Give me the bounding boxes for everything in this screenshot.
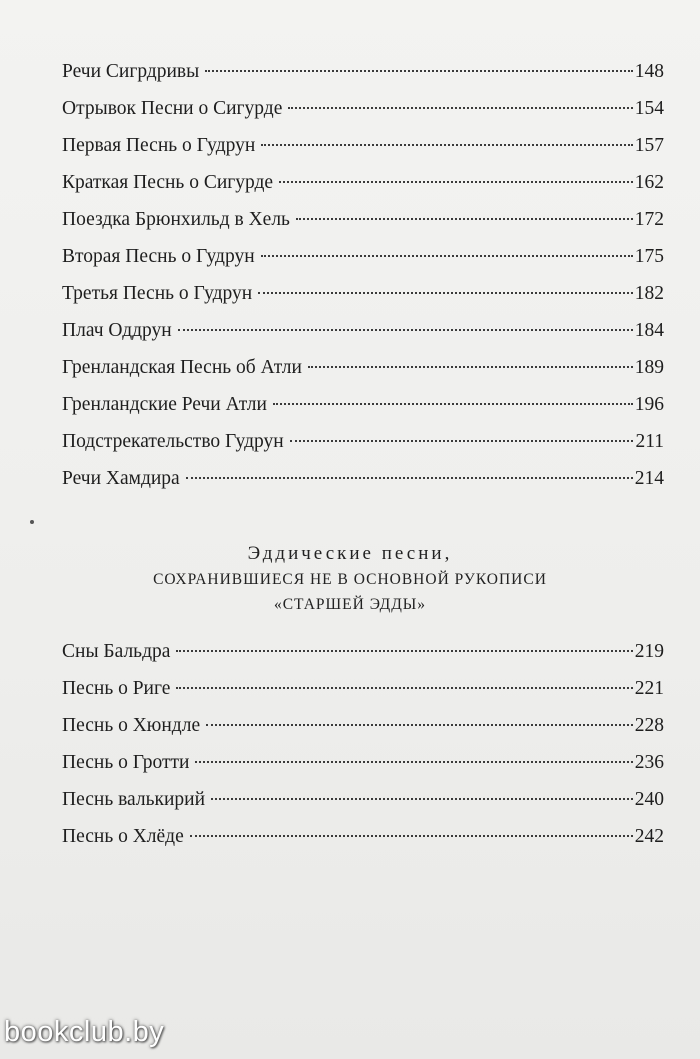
toc-entry-page: 157 [634, 135, 664, 156]
toc-entry[interactable] [62, 390, 664, 420]
toc-entry-title: Третья Песнь о Гудрун [62, 283, 253, 304]
toc-entry-page: 219 [634, 641, 664, 662]
toc-entry[interactable] [62, 822, 664, 852]
dot-leader [308, 366, 633, 368]
dot-leader [290, 440, 634, 442]
dot-leader [273, 403, 633, 405]
toc-entry-page: 196 [634, 394, 664, 415]
toc-entry[interactable] [62, 57, 664, 87]
toc-entry[interactable] [62, 316, 664, 346]
dot-leader [205, 70, 633, 72]
toc-entry-page: 214 [634, 468, 664, 489]
dot-leader [288, 107, 632, 109]
toc-entry[interactable] [62, 427, 664, 457]
toc-entry-title: Отрывок Песни о Сигурде [62, 98, 283, 119]
toc-entry-page: 148 [634, 61, 664, 82]
toc-entry[interactable] [62, 464, 664, 494]
toc-entry-page: 240 [634, 789, 664, 810]
toc-entry[interactable] [62, 131, 664, 161]
toc-entry[interactable] [62, 748, 664, 778]
toc-entry-title: Песнь валькирий [62, 789, 206, 810]
toc-entry-title: Поездка Брюнхильд в Хель [62, 209, 290, 230]
dot-leader [190, 835, 633, 837]
toc-entry[interactable] [62, 94, 664, 124]
toc-entry[interactable] [62, 711, 664, 741]
toc-entry-title: Речи Хамдира [62, 468, 180, 489]
toc-entry-title: Краткая Песнь о Сигурде [62, 172, 274, 193]
toc-entry-title: Подстрекательство Гудрун [62, 431, 284, 452]
toc-entry-title: Вторая Песнь о Гудрун [62, 246, 255, 267]
toc-entry-page: 184 [634, 320, 664, 341]
toc-entry-page: 211 [635, 431, 664, 452]
toc-entry-title: Сны Бальдра [62, 641, 171, 662]
dot-leader [206, 724, 633, 726]
section-subheading: СОХРАНИВШИЕСЯ НЕ В ОСНОВНОЙ РУКОПИСИ [153, 571, 547, 588]
toc-entry[interactable] [62, 205, 664, 235]
site-watermark: bookclub.by [4, 1016, 165, 1048]
section-subheading-title: «СТАРШЕЙ ЭДДЫ» [273, 596, 427, 613]
toc-entry-page: 242 [634, 826, 664, 847]
toc-entry[interactable] [62, 279, 664, 309]
toc-entry-title: Песнь о Хюндле [62, 715, 201, 736]
toc-entry-title: Песнь о Гротти [62, 752, 190, 773]
toc-entry-title: Речи Сигрдривы [62, 61, 200, 82]
toc-entry-title: Гренландские Речи Атли [62, 394, 267, 415]
toc-entry-page: 228 [634, 715, 664, 736]
toc-entry[interactable] [62, 785, 664, 815]
toc-entry-page: 175 [634, 246, 664, 267]
dot-leader [258, 292, 633, 294]
dot-leader [186, 477, 633, 479]
toc-entry-title: Гренландская Песнь об Атли [62, 357, 302, 378]
toc-entry-page: 154 [634, 98, 664, 119]
toc-entry-page: 221 [634, 678, 664, 699]
dot-leader [279, 181, 633, 183]
dot-leader [211, 798, 633, 800]
toc-entry[interactable] [62, 168, 664, 198]
toc-entry-page: 162 [634, 172, 664, 193]
toc-entry-page: 236 [634, 752, 664, 773]
toc-entry-page: 182 [634, 283, 664, 304]
dot-leader [176, 687, 632, 689]
toc-entry[interactable] [62, 353, 664, 383]
toc-entry-page: 189 [634, 357, 664, 378]
toc-entry[interactable] [62, 674, 664, 704]
toc-entry[interactable] [62, 637, 664, 667]
section-heading: Эддические песни, [247, 543, 453, 564]
stray-mark [30, 520, 34, 524]
toc-entry-title: Песнь о Риге [62, 678, 171, 699]
dot-leader [296, 218, 633, 220]
dot-leader [195, 761, 632, 763]
dot-leader [261, 144, 632, 146]
dot-leader [178, 329, 633, 331]
toc-entry-title: Первая Песнь о Гудрун [62, 135, 256, 156]
toc-entry-page: 172 [634, 209, 664, 230]
toc-entry-title: Песнь о Хлёде [62, 826, 184, 847]
toc-entry-title: Плач Оддрун [62, 320, 172, 341]
toc-entry[interactable] [62, 242, 664, 272]
dot-leader [261, 255, 633, 257]
dot-leader [176, 650, 632, 652]
